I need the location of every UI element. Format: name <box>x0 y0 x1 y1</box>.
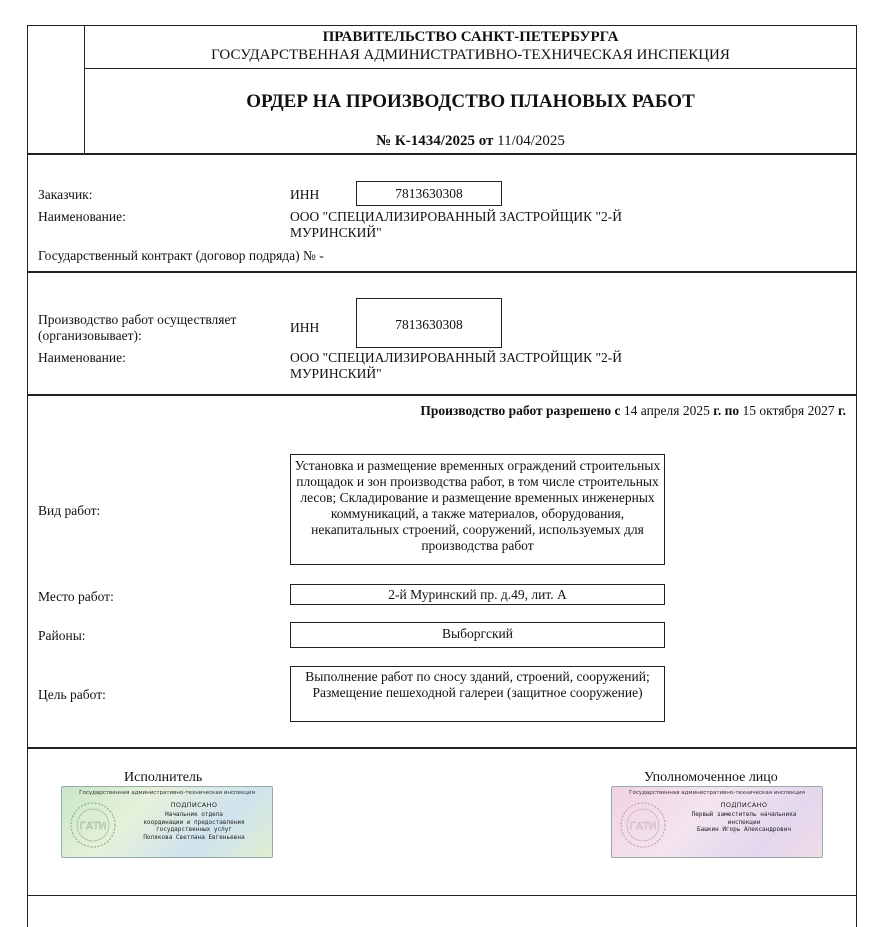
districts-box <box>290 622 665 648</box>
agency-title: ГОСУДАРСТВЕННАЯ АДМИНИСТРАТИВНО-ТЕХНИЧЕСКАЯ ИНСПЕКЦИЯ <box>211 47 730 63</box>
authorized-label: Уполномоченное лицо <box>644 770 778 785</box>
order-number <box>84 133 857 149</box>
section-divider-4 <box>27 747 857 749</box>
customer-label: Заказчик: <box>38 187 93 202</box>
work-type-value: Установка и размещение временных ограждений строительных площадок и зон производства работ, в том числе строительных лесов; Складирование и размещение временных инженерных коммуникаций, а также материалов, оборудования, некапитальных строений, сооружений, используемых для производства работ <box>294 458 661 553</box>
executor-label: Исполнитель <box>124 770 203 785</box>
work-period-g1: г. <box>713 403 722 418</box>
work-place-value: 2-й Муринский пр. д.49, лит. А <box>388 587 567 602</box>
authorized-stamp <box>611 786 823 858</box>
customer-inn-label: ИНН <box>290 187 320 202</box>
header-divider <box>84 68 857 69</box>
work-period-from: 14 апреля 2025 <box>623 403 710 418</box>
districts-value: Выборгский <box>442 626 513 641</box>
contractor-name: ООО "СПЕЦИАЛИЗИРОВАННЫЙ ЗАСТРОЙЩИК "2-Й МУРИНСКИЙ" <box>290 350 623 381</box>
frame-left <box>27 25 28 927</box>
contract-line: Государственный контракт (договор подряда) № - <box>38 248 324 263</box>
customer-inn-value: 7813630308 <box>395 186 463 201</box>
order-number-prefix: № К-1434/2025 <box>376 133 475 149</box>
work-period-po: по <box>724 403 740 418</box>
seal-icon <box>618 800 668 850</box>
work-period-g2: г. <box>838 403 846 418</box>
frame-top <box>27 25 857 26</box>
contractor-label-2: (организовывает): <box>38 328 142 343</box>
executor-stamp-lines: Начальник отдела координации и предоставления государственных услуг Полякова Светлана Евгеньевна <box>143 811 245 841</box>
work-type-box <box>290 454 665 565</box>
executor-seal-text: ГАТИ <box>79 821 107 832</box>
contractor-name-label: Наименование: <box>38 350 126 365</box>
authorized-stamp-signed: ПОДПИСАНО <box>720 801 768 809</box>
work-period <box>420 403 846 419</box>
work-goal-value: Выполнение работ по сносу зданий, строений, сооружений; Размещение пешеходной галереи (защитное сооружение) <box>305 669 650 700</box>
section-divider-3 <box>27 394 857 396</box>
page-title: ОРДЕР НА ПРОИЗВОДСТВО ПЛАНОВЫХ РАБОТ <box>246 91 695 112</box>
executor-stamp-header: Государственная административно-техническая инспекция <box>79 790 255 796</box>
authorized-stamp-header: Государственная административно-техническая инспекция <box>629 790 805 796</box>
contractor-inn-value: 7813630308 <box>395 317 463 332</box>
frame-right <box>856 25 857 927</box>
section-divider-1 <box>27 153 857 155</box>
work-period-to: 15 октября 2027 <box>742 403 835 418</box>
customer-inn-box <box>356 181 502 206</box>
contractor-inn-label: ИНН <box>290 320 320 335</box>
gov-title: ПРАВИТЕЛЬСТВО САНКТ-ПЕТЕРБУРГА <box>322 29 619 45</box>
executor-stamp-signed: ПОДПИСАНО <box>170 801 218 809</box>
authorized-seal-text: ГАТИ <box>629 821 657 832</box>
districts-label: Районы: <box>38 628 86 643</box>
executor-stamp <box>61 786 273 858</box>
work-goal-box <box>290 666 665 722</box>
work-goal-label: Цель работ: <box>38 687 106 702</box>
seal-icon <box>68 800 118 850</box>
order-number-ot: от <box>478 133 494 149</box>
work-period-label: Производство работ разрешено с <box>420 403 621 418</box>
work-place-label: Место работ: <box>38 589 114 604</box>
authorized-stamp-lines: Первый заместитель начальника инспекции Башкин Игорь Александрович <box>691 811 797 833</box>
section-divider-5 <box>27 895 857 896</box>
customer-name: ООО "СПЕЦИАЛИЗИРОВАННЫЙ ЗАСТРОЙЩИК "2-Й МУРИНСКИЙ" <box>290 209 623 240</box>
work-type-label: Вид работ: <box>38 503 101 518</box>
customer-name-label: Наименование: <box>38 209 126 224</box>
contractor-inn-box <box>356 298 502 348</box>
order-date: 11/04/2025 <box>497 133 565 149</box>
contractor-label-1: Производство работ осуществляет <box>38 312 237 327</box>
section-divider-2 <box>27 271 857 273</box>
work-place-box <box>290 584 665 605</box>
